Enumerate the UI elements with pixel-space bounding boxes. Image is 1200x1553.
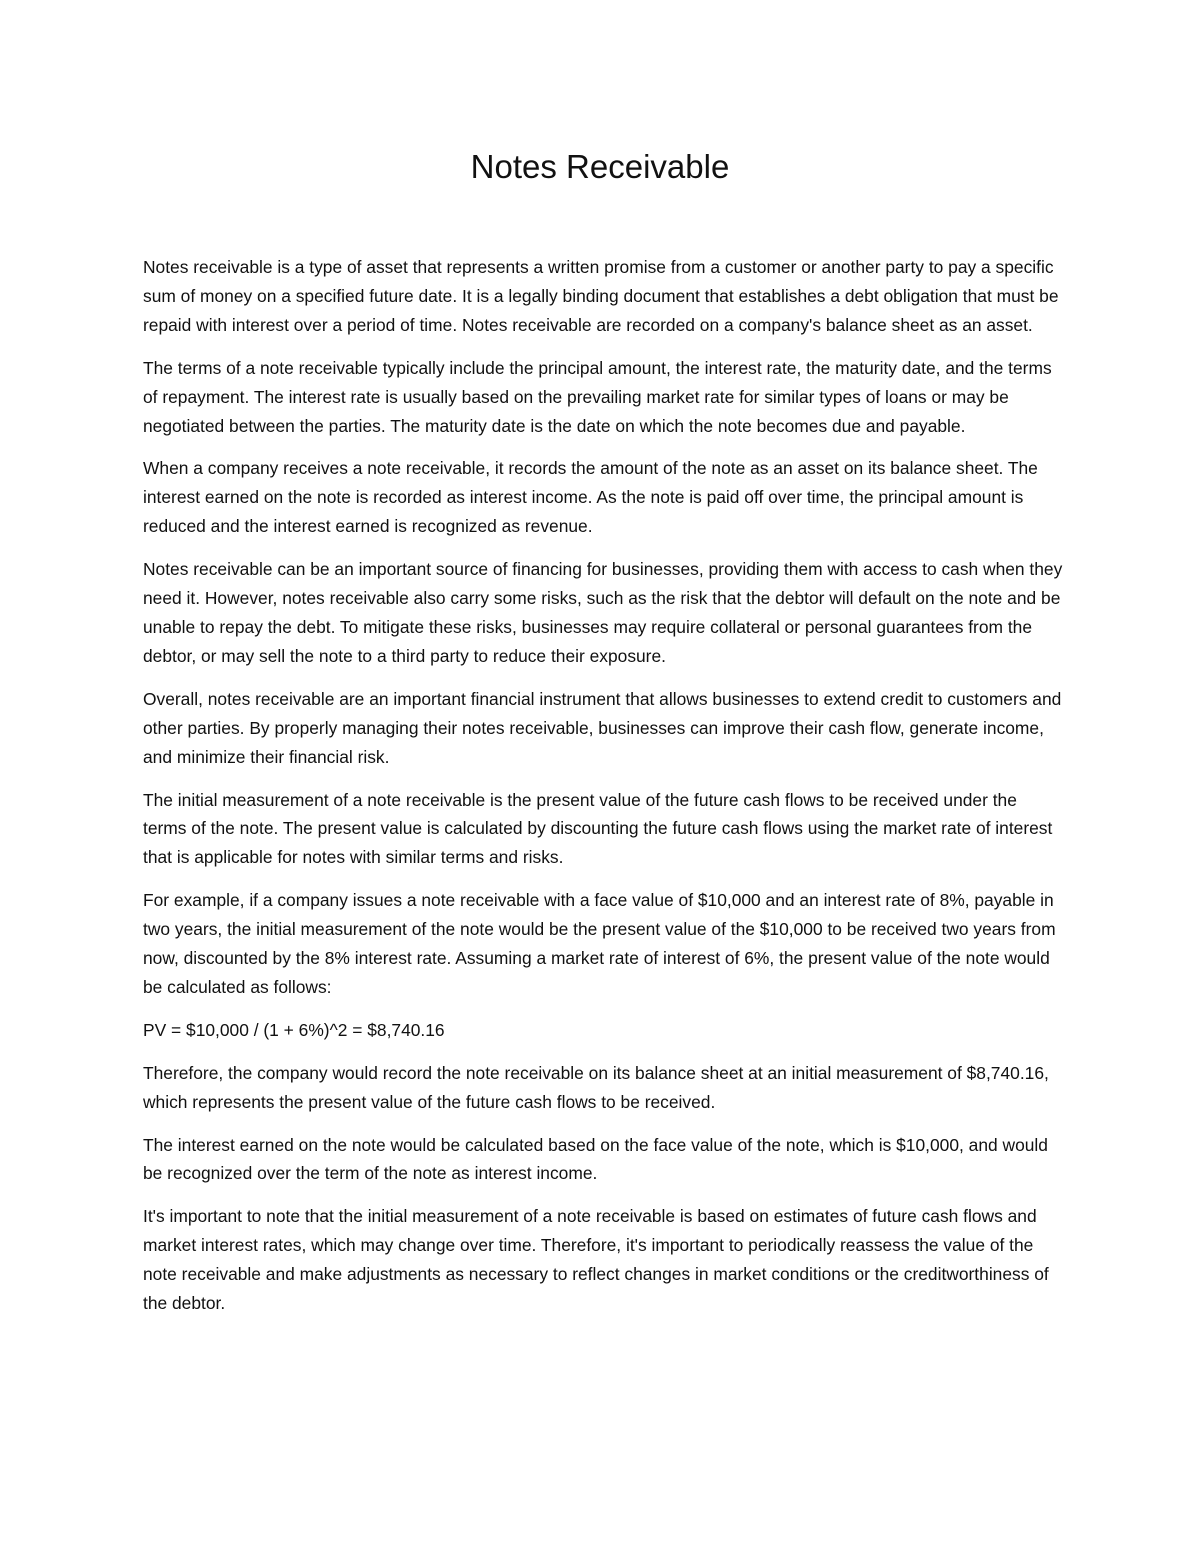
page-title: Notes Receivable: [470, 148, 730, 185]
paragraph-overall: Overall, notes receivable are an important financial instrument that allows businesses to extend credit to customers and other parties. By properly managing their notes receivable, businesses can improve their cash flow, generate income, and minimize their financial risk.: [143, 688, 1062, 767]
present-value-formula: PV = $10,000 / (1 + 6%)^2 = $8,740.16: [143, 1019, 445, 1040]
paragraph-financing-risks: Notes receivable can be an important source of financing for businesses, providing them with access to cash when they need it. However, notes receivable also carry some risks, such as the risk that the debtor will default on the note and be unable to repay the debt. To mitigate these risks, businesses may require collateral or personal guarantees from the debtor, or may sell the note to a third party to reduce their exposure.: [143, 559, 1063, 666]
document-body: [143, 253, 1063, 1332]
paragraph-reassess: It's important to note that the initial measurement of a note receivable is based on estimates of future cash flows and market interest rates, which may change over time. Therefore, it's important to periodically reassess the value of the note receivable and make adjustments as necessary to reflect changes in market conditions or the creditworthiness of the debtor.: [143, 1206, 1049, 1314]
paragraph-recording: When a company receives a note receivable, it records the amount of the note as an asset on its balance sheet. The interest earned on the note is recorded as interest income. As the note is paid off over time, the principal amount is reduced and the interest earned is recognized as revenue.: [143, 458, 1038, 537]
paragraph-terms: The terms of a note receivable typically include the principal amount, the interest rate, the maturity date, and the terms of repayment. The interest rate is usually based on the prevailing market rate for similar types of loans or may be negotiated between the parties. The maturity date is the date on which the note becomes due and payable.: [143, 357, 1052, 436]
paragraph-definition: Notes receivable is a type of asset that represents a written promise from a customer or another party to pay a specific sum of money on a specified future date. It is a legally binding document that establishes a debt obligation that must be repaid with interest over a period of time. Notes receivable are recorded on a company's balance sheet as an asset.: [143, 257, 1059, 335]
paragraph-example: For example, if a company issues a note receivable with a face value of $10,000 and an interest rate of 8%, payable in two years, the initial measurement of the note would be the present value of the $10,000 to be received two years from now, discounted by the 8% interest rate. Assuming a market rate of interest of 6%, the present value of the note would be calculated as follows:: [143, 890, 1056, 997]
paragraph-initial-measurement: The initial measurement of a note receivable is the present value of the future cash flows to be received under the terms of the note. The present value is calculated by discounting the future cash flows using the market rate of interest that is applicable for notes with similar terms and risks.: [143, 789, 1053, 868]
paragraph-record-result: Therefore, the company would record the note receivable on its balance sheet at an initial measurement of $8,740.16, which represents the present value of the future cash flows to be received.: [143, 1062, 1049, 1112]
paragraph-interest-earned: The interest earned on the note would be calculated based on the face value of the note, which is $10,000, and would be recognized over the term of the note as interest income.: [143, 1134, 1048, 1184]
